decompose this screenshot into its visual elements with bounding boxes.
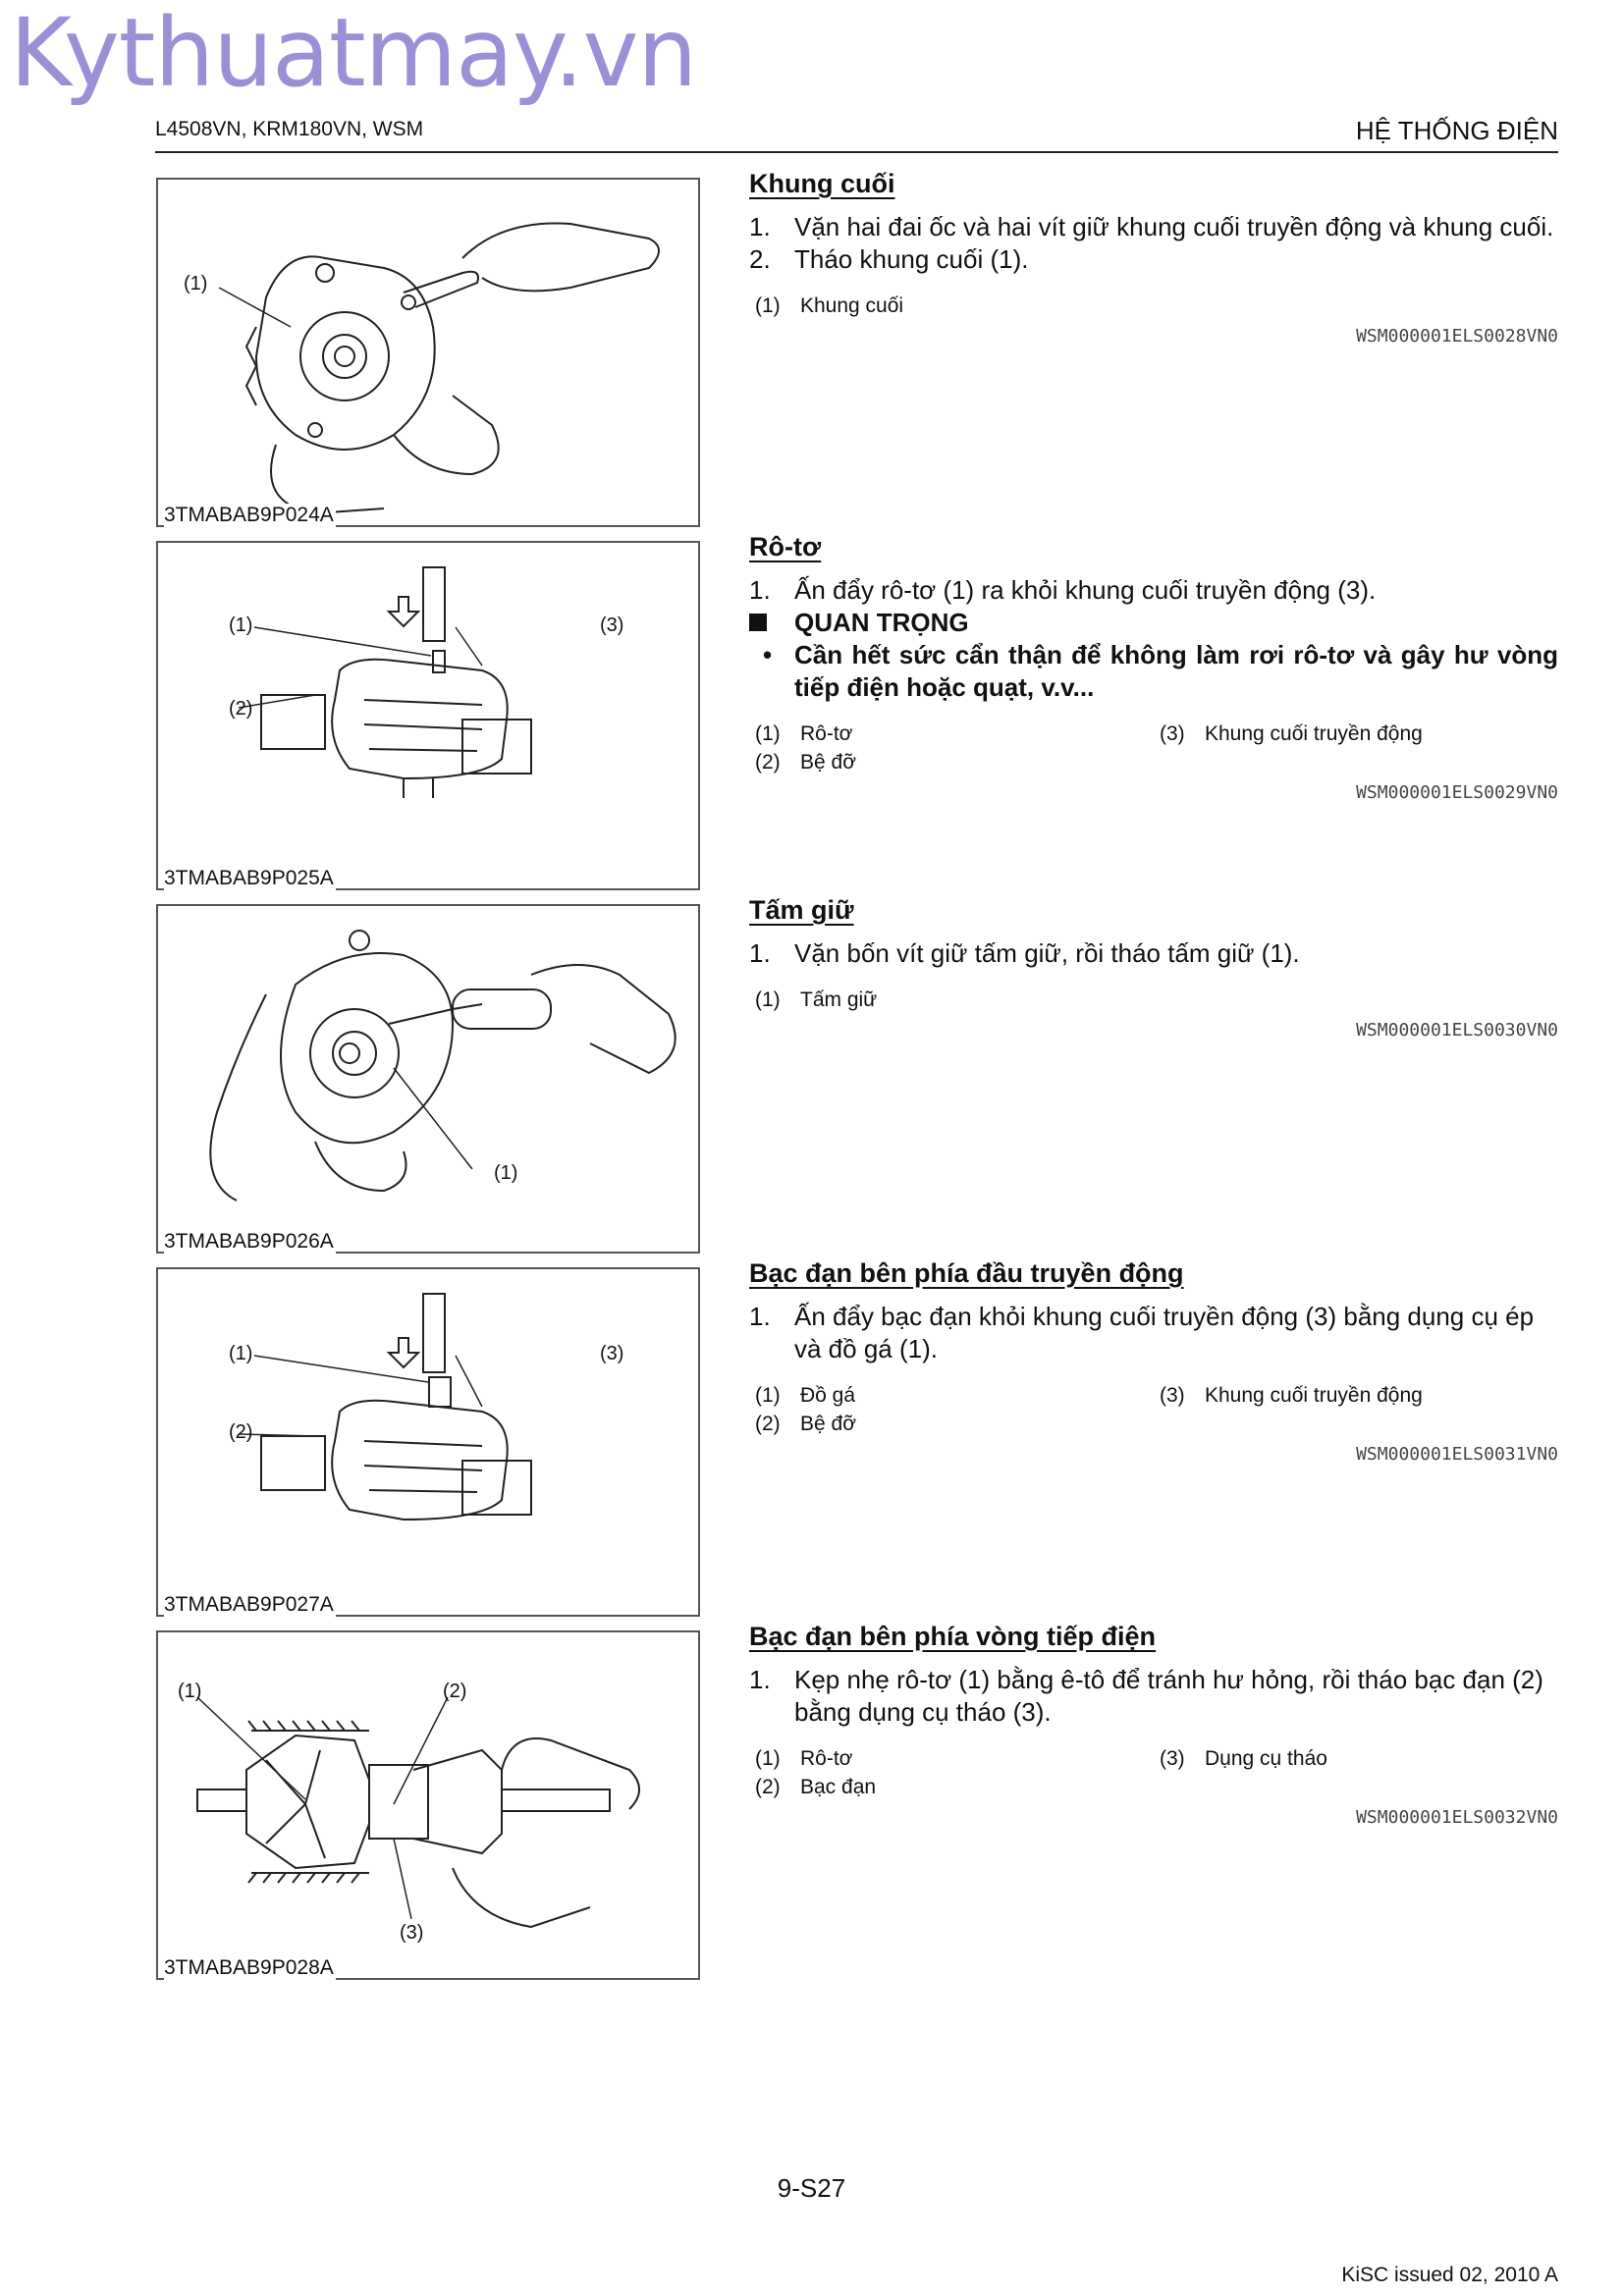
callout-1: (1) (229, 1343, 253, 1364)
section-title: Bạc đạn bên phía đầu truyền động (749, 1258, 1184, 1288)
callout-3: (3) (600, 614, 624, 636)
section-title: Rô-tơ (749, 532, 822, 561)
legend-item: (1) Tấm giữ (755, 988, 878, 1011)
figure-drive-bearing (156, 1267, 700, 1617)
section-slip-ring-bearing (749, 1622, 1558, 1828)
figure-retainer-plate (156, 904, 700, 1254)
figure-end-frame (156, 178, 700, 527)
rotor-press-illustration (158, 543, 698, 888)
document-code: WSM000001ELS0029VN0 (1356, 782, 1558, 803)
retainer-plate-illustration (158, 906, 698, 1252)
page-number: 9-S27 (777, 2173, 846, 2203)
legend-item: (3) Khung cuối truyền động (1160, 1384, 1423, 1407)
important-notice: QUAN TRỌNG (749, 607, 1558, 639)
legend-item: (1) Rô-tơ (755, 1747, 853, 1770)
step: 1. Ấn đẩy bạc đạn khỏi khung cuối truyền động (3) bằng dụng cụ ép và đồ gá (1). (749, 1302, 1535, 1363)
legend-item: (1) Khung cuối (755, 294, 904, 317)
callout-3: (3) (600, 1343, 624, 1364)
figure-code: 3TMABAB9P026A (164, 1230, 334, 1253)
callout-2: (2) (229, 1421, 253, 1443)
square-bullet-icon (749, 607, 794, 639)
figure-code: 3TMABAB9P028A (164, 1956, 334, 1979)
legend-item: (1) Đồ gá (755, 1384, 856, 1407)
section-title: Tấm giữ (749, 895, 854, 925)
figure-rotor-press (156, 541, 700, 890)
header-rule (155, 151, 1558, 153)
legend (749, 1381, 1558, 1438)
document-code: WSM000001ELS0031VN0 (1356, 1444, 1558, 1465)
document-code: WSM000001ELS0032VN0 (1356, 1807, 1558, 1828)
section-drive-end-bearing (749, 1258, 1558, 1465)
legend-item: (3) Dụng cụ tháo (1160, 1747, 1327, 1770)
figure-code: 3TMABAB9P025A (164, 867, 334, 889)
section-title: Khung cuối (749, 169, 895, 198)
document-code: WSM000001ELS0030VN0 (1356, 1020, 1558, 1041)
legend-item: (3) Khung cuối truyền động (1160, 722, 1423, 745)
footer-issue: KiSC issued 02, 2010 A (1341, 2264, 1558, 2286)
legend (749, 986, 1558, 1014)
legend-item: (1) Rô-tơ (755, 722, 853, 745)
section-retainer-plate (749, 895, 1558, 1041)
callout-3: (3) (400, 1922, 424, 1944)
figure-slip-ring-bearing (156, 1630, 700, 1980)
section-rotor (749, 532, 1558, 803)
legend-item: (2) Bệ đỡ (755, 1413, 856, 1435)
legend (749, 292, 1558, 320)
step: 1. Vặn bốn vít giữ tấm giữ, rồi tháo tấm giữ (1). (749, 938, 1300, 968)
figure-code: 3TMABAB9P024A (164, 504, 334, 526)
section-title: Bạc đạn bên phía vòng tiếp điện (749, 1622, 1157, 1651)
step: 1. Kẹp nhẹ rô-tơ (1) bằng ê-tô để tránh hư hỏng, rồi tháo bạc đạn (2) bằng dụng cụ tháo (3). (749, 1665, 1543, 1727)
callout-2: (2) (443, 1681, 467, 1702)
callout-2: (2) (229, 698, 253, 720)
document-code: WSM000001ELS0028VN0 (1356, 326, 1558, 347)
step: 1. Ấn đẩy rô-tơ (1) ra khỏi khung cuối truyền động (3). (749, 575, 1377, 605)
legend (749, 1744, 1558, 1801)
watermark: Kythuatmay.vn (10, 0, 697, 108)
drive-bearing-illustration (158, 1269, 698, 1615)
callout-1: (1) (229, 614, 253, 636)
legend-item: (2) Bạc đạn (755, 1776, 877, 1798)
slip-ring-bearing-illustration (158, 1632, 698, 1978)
callout-1: (1) (494, 1162, 518, 1184)
legend-item: (2) Bệ đỡ (755, 751, 856, 774)
figure-code: 3TMABAB9P027A (164, 1593, 334, 1616)
callout-1: (1) (178, 1681, 202, 1702)
manual-model-header: L4508VN, KRM180VN, WSM (155, 118, 424, 140)
legend (749, 720, 1558, 776)
caution-bullet: • Cần hết sức cẩn thận để không làm rơi rô-tơ và gây hư vòng tiếp điện hoặc quạt, v.v... (763, 640, 1558, 702)
end-frame-illustration (158, 180, 698, 525)
section-end-frame (749, 169, 1558, 347)
step: 1. Vặn hai đai ốc và hai vít giữ khung cuối truyền động và khung cuối. (749, 212, 1554, 241)
chapter-header: HỆ THỐNG ĐIỆN (1355, 116, 1558, 145)
step: 2. Tháo khung cuối (1). (749, 244, 1029, 274)
callout-1: (1) (184, 273, 208, 294)
